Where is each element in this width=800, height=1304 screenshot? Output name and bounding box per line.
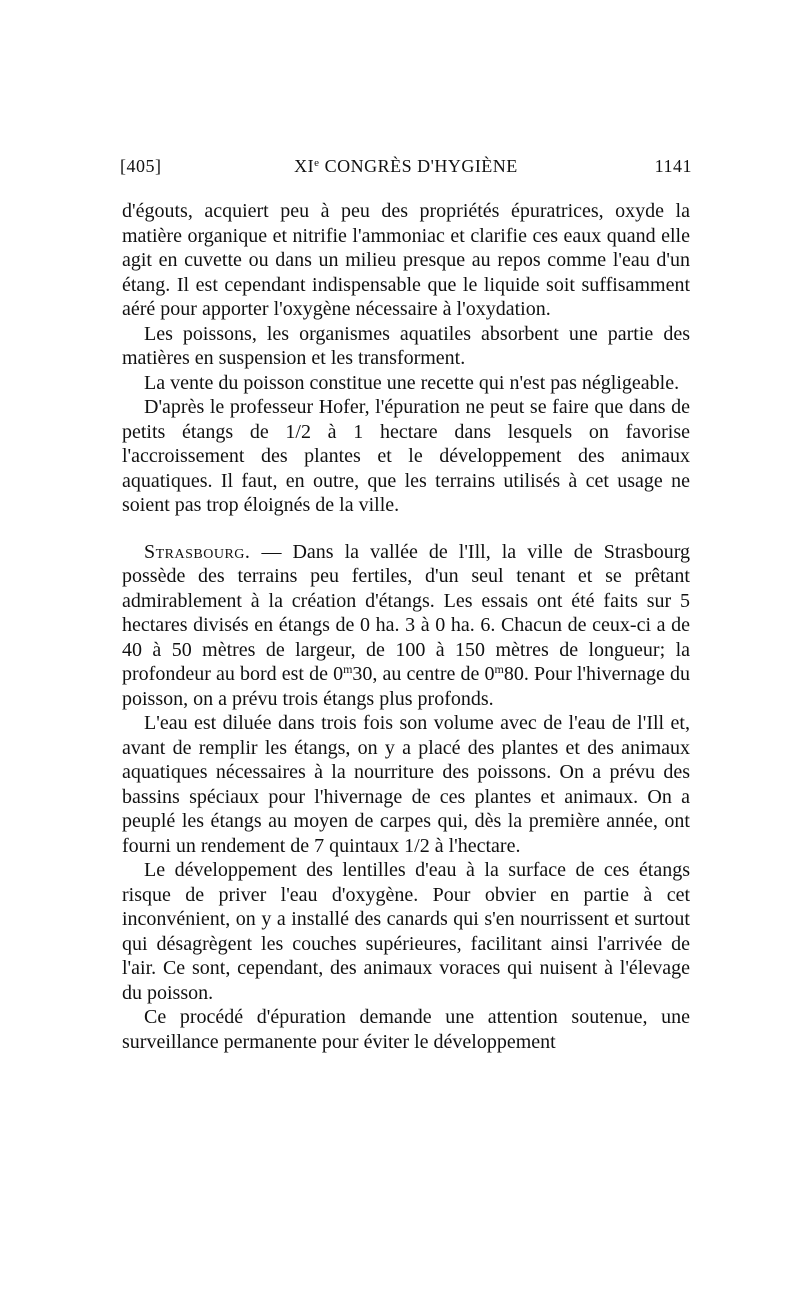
running-head (122, 156, 690, 186)
document-page (122, 156, 690, 1054)
paragraph-dilution: L'eau est diluée dans trois fois son volume avec de l'eau de l'Ill et, avant de remplir les étangs, on y a placé des plantes et des animaux aquatiques nécessaires à la nourriture des poissons. On a prévu des bassins spéciaux pour l'hivernage de ces plantes et animaux. On a peuplé les étangs au moyen de carpes qui, dès la première année, ont fourni un rendement de 7 quintaux 1/2 à l'hectare. (122, 712, 690, 857)
section-heading-strasbourg: Strasbourg. (144, 540, 251, 563)
strasbourg-text-3: 80. Pour l'hivernage du poisson, on a prévu trois étangs plus profonds. (122, 663, 690, 710)
paragraph-poissons: Les poissons, les organismes aquatiles absorbent une partie des matières en suspension et les transforment. (122, 322, 690, 369)
unit-superscript: m (494, 662, 504, 676)
strasbourg-text-1: — Dans la vallée de l'Ill, la ville de Strasbourg possède des terrains peu fertiles, d'un seul tenant et se prêtant admirablement à la création d'étangs. Les essais ont été faits sur 5 hectares divisés en étangs de 0 ha. 3 à 0 ha. 6. Chacun de ceux-ci a de 40 à 50 mètres de largeur, de 100 à 150 mètres de longueur; la profondeur au bord est de 0 (122, 540, 690, 685)
strasbourg-text-2: 30, au centre de 0 (352, 663, 495, 685)
paragraph-strasbourg (122, 540, 690, 712)
page-number: 1141 (654, 156, 692, 176)
running-title (122, 156, 690, 177)
paragraph-lentilles: Le développement des lentilles d'eau à la surface de ces étangs risque de priver l'eau d'oxygène. Pour obvier en partie à cet inconvénient, on y a installé des canards qui s'en nourrissent et surtout qui désagrègent les couches supérieures, facilitant ainsi l'arrivée de l'air. Ce sont, cependant, des animaux voraces qui nuisent à l'élevage du poisson. (122, 859, 690, 1004)
paragraph-continuation: d'égouts, acquiert peu à peu des propriétés épuratrices, oxyde la matière organique et nitrifie l'ammoniac et clarifie ces eaux quand elle agit en cuvette ou dans un milieu presque au repos comme l'eau d'un étang. Il est cependant indispensable que le liquide soit suffisamment aéré pour apporter l'oxygène nécessaire à l'oxydation. (122, 200, 690, 320)
body-text (122, 199, 690, 1054)
running-title-rest: CONGRÈS D'HYGIÈNE (319, 156, 518, 176)
running-title-superscript: e (314, 157, 320, 169)
paragraph-procede: Ce procédé d'épuration demande une attention soutenue, une surveillance permanente pour éviter le développement (122, 1006, 690, 1053)
page-reference: [405] (120, 156, 162, 176)
paragraph-vente: La vente du poisson constitue une recette qui n'est pas négligeable. (144, 371, 680, 394)
running-title-prefix: XI (294, 156, 315, 176)
unit-superscript: m (343, 662, 353, 676)
paragraph-hofer: D'après le professeur Hofer, l'épuration ne peut se faire que dans de petits étangs de 1/2 à 1 hectare dans lesquels on favorise l'accroissement des plantes et le développement des animaux aquatiques. Il faut, en outre, que les terrains utilisés à cet usage ne soient pas trop éloignés de la ville. (122, 396, 690, 516)
